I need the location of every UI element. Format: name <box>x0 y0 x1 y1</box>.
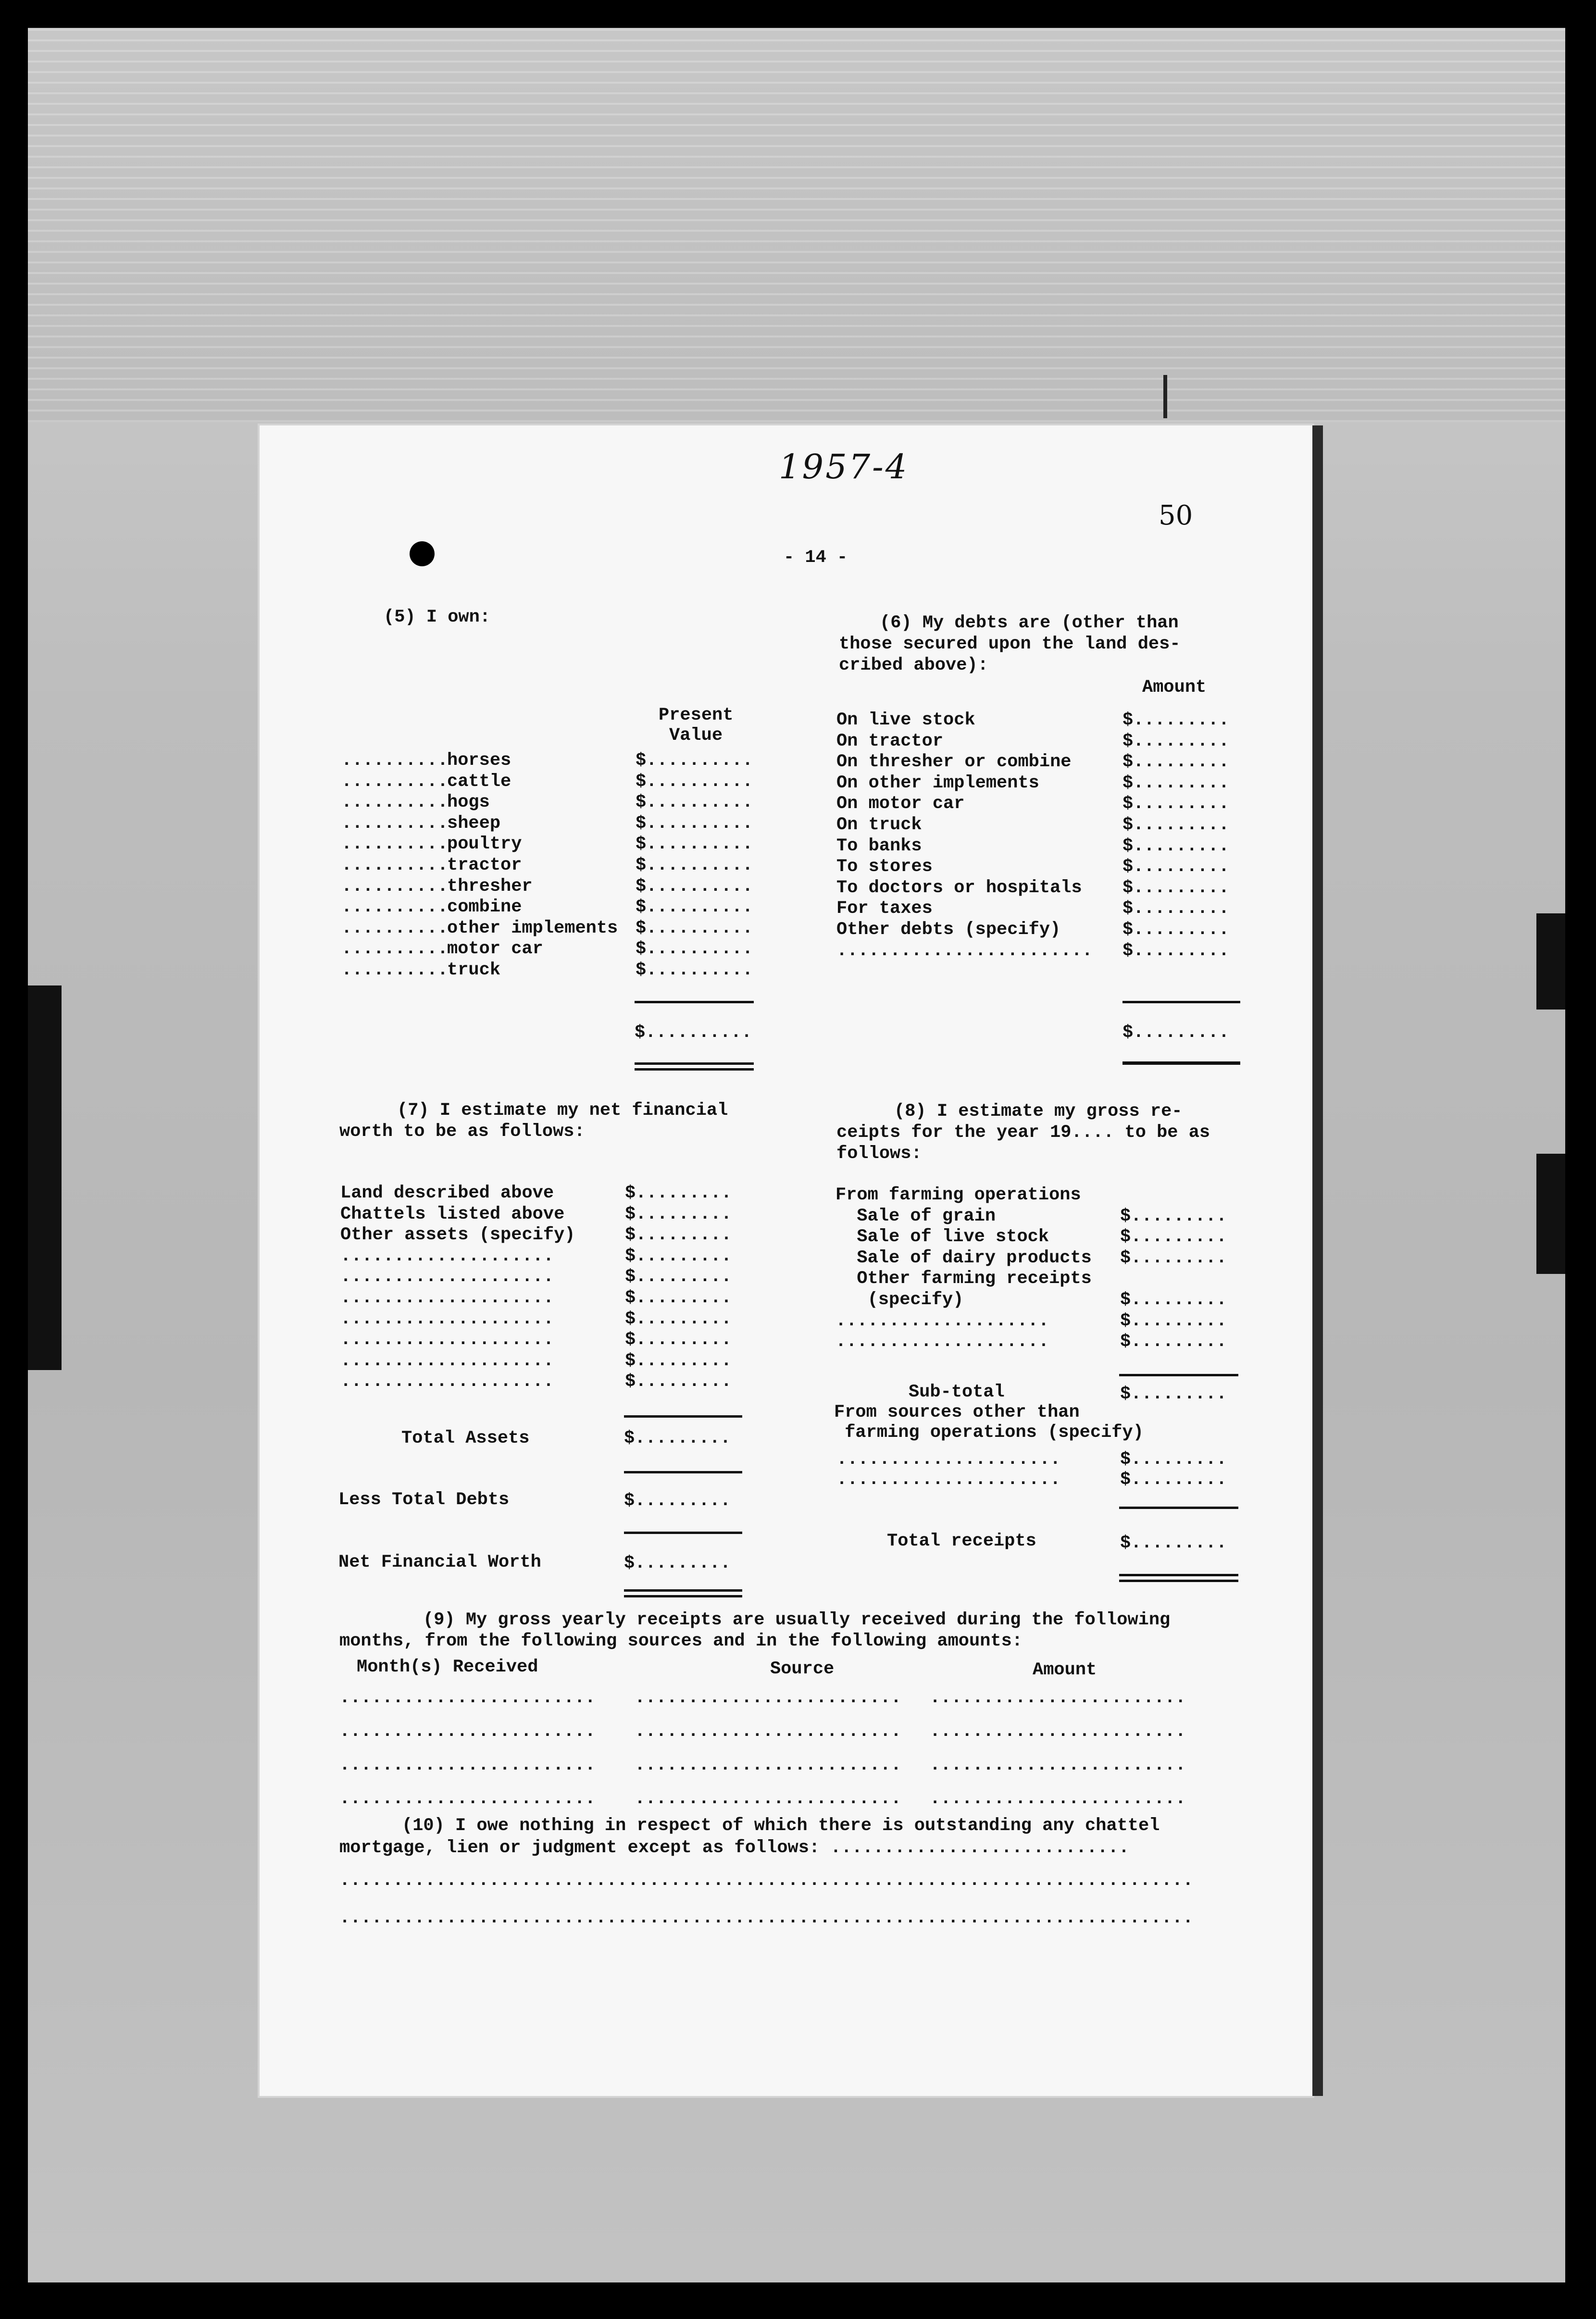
s8-subtotal-field[interactable]: $......... <box>1120 1384 1227 1404</box>
s7-rule-2 <box>624 1471 742 1473</box>
s6-row-amount[interactable]: $......... <box>1122 857 1230 877</box>
s8-row-amount[interactable]: $......... <box>1120 1227 1227 1247</box>
s7-item-label: Land described above <box>340 1183 554 1203</box>
s7-item-label: Chattels listed above <box>340 1204 565 1224</box>
s7-heading-1: (7) I estimate my net financial <box>397 1100 728 1121</box>
s5-row-dots[interactable]: .......... <box>341 855 449 875</box>
handwritten-reference: 1957-4 <box>779 447 909 486</box>
s5-row-amount[interactable]: $.......... <box>636 939 753 960</box>
s8-line-label: From farming operations <box>835 1185 1081 1205</box>
s5-total-field[interactable]: $.......... <box>635 1022 752 1043</box>
s5-row-amount[interactable]: $.......... <box>636 750 753 771</box>
s5-row-amount[interactable]: $.......... <box>636 771 753 792</box>
s7-item-label[interactable]: .................... <box>340 1246 554 1266</box>
s7-item-label[interactable]: .................... <box>340 1350 554 1371</box>
film-streaks <box>28 28 1565 422</box>
s5-item-label: horses <box>447 750 511 771</box>
s5-row-dots[interactable]: .......... <box>341 939 449 960</box>
s8-line-label[interactable]: .................... <box>835 1332 1049 1352</box>
s5-row-dots[interactable]: .......... <box>341 834 449 855</box>
s5-item-label: other implements <box>447 918 618 938</box>
s5-total-rule <box>635 1001 754 1003</box>
s5-heading: (5) I own: <box>384 607 491 627</box>
s5-item-label: poultry <box>447 834 522 855</box>
s7-item-label[interactable]: .................... <box>340 1371 554 1392</box>
s9-source-field[interactable]: ......................... <box>635 1721 902 1742</box>
s9-line-2: months, from the following sources and in the following amounts: <box>339 1631 1023 1651</box>
s6-item-label: On motor car <box>836 794 965 814</box>
right-film-band <box>1536 1154 1565 1274</box>
right-film-notch <box>1536 913 1565 1010</box>
s8-other-2: farming operations (specify) <box>834 1422 1144 1443</box>
s10-line-2[interactable]: mortgage, lien or judgment except as follows: ............................ <box>339 1838 1130 1858</box>
s5-row-dots[interactable]: .......... <box>341 792 449 813</box>
s5-col-head-2: Value <box>669 725 723 746</box>
s7-double-rule-top <box>624 1589 742 1592</box>
s8-row-amount[interactable]: $......... <box>1120 1247 1227 1268</box>
s8-line-label: Sale of live stock <box>835 1227 1049 1247</box>
s8-total-field[interactable]: $......... <box>1120 1533 1227 1553</box>
s6-row-amount[interactable]: $......... <box>1122 731 1230 751</box>
s5-col-head-1: Present <box>659 705 734 725</box>
s6-item-label: On tractor <box>836 731 944 751</box>
s8-row-amount[interactable]: $......... <box>1120 1332 1227 1352</box>
s9-source-field[interactable]: ......................... <box>635 1789 902 1809</box>
s9-month-field[interactable]: ........................ <box>339 1789 596 1809</box>
s8-row-amount[interactable]: $......... <box>1120 1206 1227 1226</box>
s6-row-amount[interactable]: $......... <box>1122 898 1230 919</box>
s6-total-rule <box>1122 1001 1240 1003</box>
s9-amount-field[interactable]: ........................ <box>930 1721 1186 1742</box>
s6-row-amount[interactable]: $......... <box>1122 940 1230 961</box>
s5-item-label: motor car <box>447 939 543 960</box>
s9-month-field[interactable]: ........................ <box>339 1755 596 1775</box>
s8-line-label: (specify) <box>835 1290 964 1310</box>
s6-item-label[interactable]: ........................ <box>836 940 1093 961</box>
s5-double-rule-top <box>635 1062 754 1065</box>
s6-item-label: To banks <box>836 835 922 856</box>
s6-row-amount[interactable]: $......... <box>1122 877 1230 898</box>
s6-heading-3: cribed above): <box>839 655 988 675</box>
s7-row-amount[interactable]: $......... <box>625 1246 732 1266</box>
s7-row-amount[interactable]: $......... <box>625 1288 732 1308</box>
s9-month-field[interactable]: ........................ <box>339 1721 596 1742</box>
s7-total-assets-field[interactable]: $......... <box>624 1428 731 1448</box>
s7-rule-3 <box>624 1532 742 1534</box>
s8-total-rule <box>1119 1507 1238 1509</box>
s8-other-dots-2[interactable]: ..................... <box>836 1470 1061 1490</box>
s8-double-rule-bottom <box>1119 1580 1238 1582</box>
s8-double-rule-top <box>1119 1574 1238 1576</box>
s7-row-amount[interactable]: $......... <box>625 1204 732 1224</box>
s6-row-amount[interactable]: $......... <box>1122 794 1230 814</box>
s7-item-label: Other assets (specify) <box>340 1225 575 1246</box>
s9-source-field[interactable]: ......................... <box>635 1688 902 1708</box>
s6-item-label: On thresher or combine <box>836 752 1072 773</box>
s9-amount-field[interactable]: ........................ <box>930 1688 1186 1708</box>
s6-heading-1: (6) My debts are (other than <box>880 613 1179 633</box>
s9-amount-field[interactable]: ........................ <box>930 1789 1186 1809</box>
s6-item-label: For taxes <box>836 898 933 919</box>
s6-row-amount[interactable]: $......... <box>1122 815 1230 835</box>
s7-total-assets-label: Total Assets <box>401 1428 530 1448</box>
s6-col-head: Amount <box>1142 677 1207 698</box>
s8-other-dots-1[interactable]: ..................... <box>836 1449 1061 1470</box>
s5-row-dots[interactable]: .......... <box>341 960 449 980</box>
s7-row-amount[interactable]: $......... <box>625 1371 732 1392</box>
s7-row-amount[interactable]: $......... <box>625 1309 732 1329</box>
s7-net-worth-field[interactable]: $......... <box>624 1553 731 1573</box>
s5-row-amount[interactable]: $.......... <box>636 813 753 834</box>
s5-item-label: thresher <box>447 876 533 897</box>
s8-heading-2: ceipts for the year 19.... to be as <box>836 1122 1210 1143</box>
s6-double-rule <box>1122 1061 1240 1065</box>
s7-row-amount[interactable]: $......... <box>625 1350 732 1371</box>
s6-item-label: On truck <box>836 815 922 835</box>
s7-less-debts-field[interactable]: $......... <box>624 1491 731 1511</box>
s8-line-label: Sale of grain <box>835 1206 996 1226</box>
s8-other-field-1[interactable]: $......... <box>1120 1449 1227 1470</box>
left-film-band <box>28 985 62 1370</box>
s6-item-label: On other implements <box>836 773 1039 793</box>
s8-heading-1: (8) I estimate my gross re- <box>894 1101 1183 1122</box>
s7-item-label[interactable]: .................... <box>340 1267 554 1287</box>
s10-dots-2[interactable]: ................................................................................ <box>339 1908 1194 1928</box>
s6-item-label: On live stock <box>836 710 975 730</box>
s8-heading-3: follows: <box>836 1144 922 1164</box>
s8-line-label[interactable]: .................... <box>835 1310 1049 1331</box>
s5-row-amount[interactable]: $.......... <box>636 897 753 918</box>
s5-row-dots[interactable]: .......... <box>341 918 449 938</box>
s5-double-rule-bottom <box>635 1068 754 1071</box>
s5-row-dots[interactable]: .......... <box>341 876 449 897</box>
s7-item-label[interactable]: .................... <box>340 1288 554 1308</box>
s5-row-dots[interactable]: .......... <box>341 750 449 771</box>
s7-item-label[interactable]: .................... <box>340 1330 554 1350</box>
s6-row-amount[interactable]: $......... <box>1122 835 1230 856</box>
s6-item-label: To stores <box>836 857 933 877</box>
s7-heading-2: worth to be as follows: <box>339 1122 585 1142</box>
s6-item-label: Other debts (specify) <box>836 920 1061 940</box>
s8-line-label: Other farming receipts <box>835 1269 1092 1289</box>
s5-row-amount[interactable]: $.......... <box>636 792 753 813</box>
s5-row-dots[interactable]: .......... <box>341 771 449 792</box>
s5-row-amount[interactable]: $.......... <box>636 834 753 855</box>
s8-row-amount[interactable]: $......... <box>1120 1310 1227 1331</box>
s9-source-field[interactable]: ......................... <box>635 1755 902 1775</box>
s5-row-amount[interactable]: $.......... <box>636 855 753 875</box>
s8-row-amount[interactable]: $......... <box>1120 1290 1227 1310</box>
s9-amount-field[interactable]: ........................ <box>930 1755 1186 1775</box>
s6-row-amount[interactable]: $......... <box>1122 920 1230 940</box>
s6-heading-2: those secured upon the land des- <box>839 634 1181 654</box>
s6-row-amount[interactable]: $......... <box>1122 773 1230 793</box>
s7-row-amount[interactable]: $......... <box>625 1225 732 1246</box>
s5-item-label: cattle <box>447 771 511 792</box>
s5-item-label: hogs <box>447 792 490 813</box>
s8-line-label: Sale of dairy products <box>835 1247 1092 1268</box>
s7-rule-1 <box>624 1415 742 1418</box>
s6-row-amount[interactable]: $......... <box>1122 752 1230 773</box>
s10-dots-1[interactable]: ................................................................................ <box>339 1870 1194 1891</box>
s9-line-1: (9) My gross yearly receipts are usually received during the following <box>423 1610 1171 1630</box>
film-mark <box>1163 375 1167 418</box>
s9-col-month: Month(s) Received <box>357 1657 538 1677</box>
page-number: 50 <box>1159 500 1193 531</box>
s9-col-amount: Amount <box>1033 1660 1097 1680</box>
s7-item-label[interactable]: .................... <box>340 1309 554 1329</box>
s8-other-field-2[interactable]: $......... <box>1120 1470 1227 1490</box>
page-label: - 14 - <box>784 548 848 568</box>
s5-row-dots[interactable]: .......... <box>341 897 449 918</box>
s7-less-debts-label: Less Total Debts <box>338 1490 510 1510</box>
s7-row-amount[interactable]: $......... <box>625 1183 732 1203</box>
s5-item-label: combine <box>447 897 522 918</box>
s8-subtotal-label: Sub-total <box>909 1382 1005 1402</box>
s10-line-1: (10) I owe nothing in respect of which there is outstanding any chattel <box>402 1816 1160 1836</box>
s7-row-amount[interactable]: $......... <box>625 1267 732 1287</box>
s7-net-worth-label: Net Financial Worth <box>338 1552 541 1572</box>
s6-item-label: To doctors or hospitals <box>836 877 1082 898</box>
s9-month-field[interactable]: ........................ <box>339 1688 596 1708</box>
s5-item-label: truck <box>447 960 501 980</box>
s7-row-amount[interactable]: $......... <box>625 1330 732 1350</box>
s8-subtotal-rule <box>1119 1374 1238 1376</box>
s6-total-field[interactable]: $......... <box>1122 1022 1230 1043</box>
s6-row-amount[interactable]: $......... <box>1122 710 1230 730</box>
s5-row-amount[interactable]: $.......... <box>636 960 753 980</box>
s5-row-amount[interactable]: $.......... <box>636 918 753 938</box>
s5-item-label: sheep <box>447 813 501 834</box>
s5-row-dots[interactable]: .......... <box>341 813 449 834</box>
s7-double-rule-bottom <box>624 1595 742 1597</box>
s8-other-1: From sources other than <box>834 1402 1080 1422</box>
s5-item-label: tractor <box>447 855 522 875</box>
s5-row-amount[interactable]: $.......... <box>636 876 753 897</box>
punch-hole <box>410 541 435 566</box>
s8-total-label: Total receipts <box>887 1531 1036 1551</box>
s9-col-source: Source <box>770 1659 835 1679</box>
